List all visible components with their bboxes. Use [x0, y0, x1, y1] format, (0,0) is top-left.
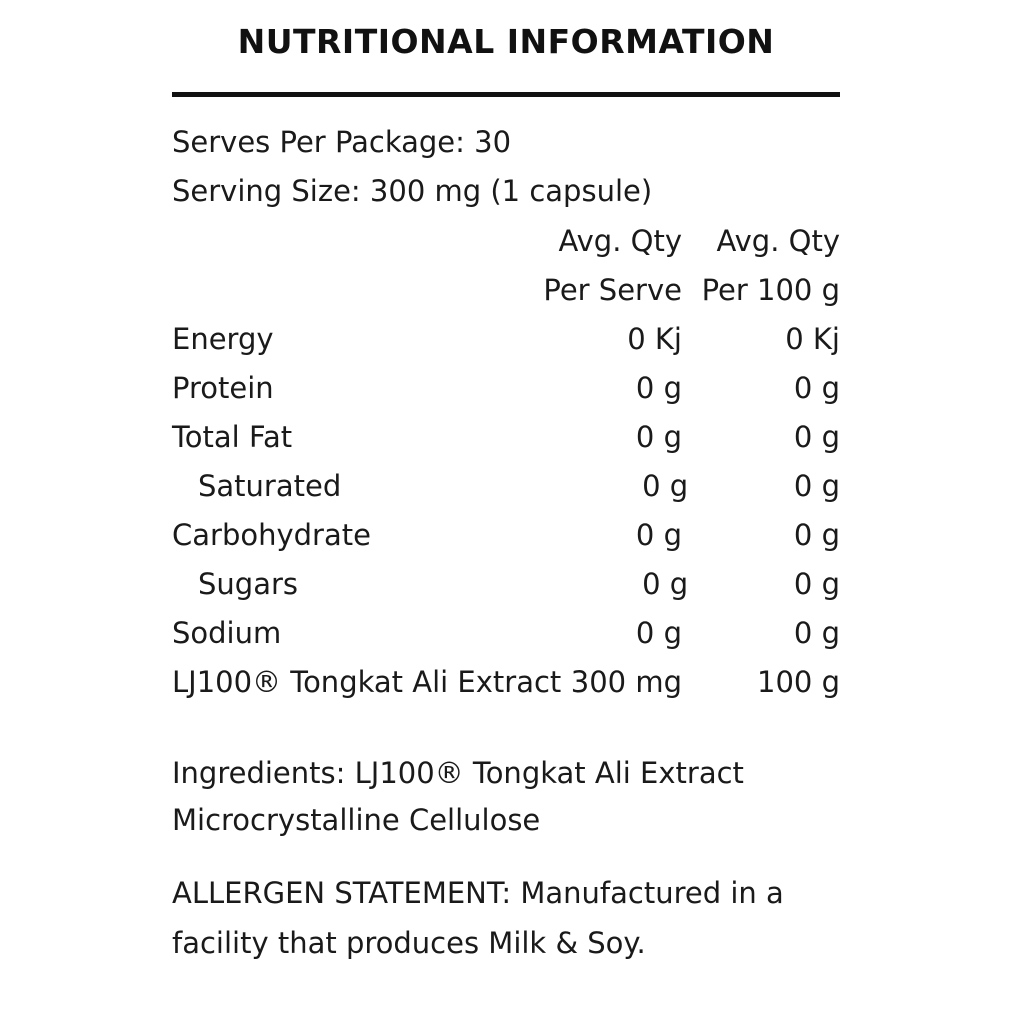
- row-label: Sugars: [198, 567, 298, 601]
- row-label: Protein: [172, 371, 274, 405]
- row-per-100g: 0 g: [793, 371, 840, 405]
- table-header-col2-line2: Per 100 g: [701, 273, 840, 307]
- ingredients-block: [172, 750, 872, 844]
- table-row: [172, 322, 840, 371]
- table-row: [172, 420, 840, 469]
- serves-per-package: Serves Per Package: 30: [172, 125, 512, 159]
- row-per-100g: 0 g: [793, 616, 840, 650]
- row-per-serve: 0 g: [635, 616, 682, 650]
- row-per-100g: 0 g: [793, 518, 840, 552]
- serving-size: Serving Size: 300 mg (1 capsule): [172, 174, 653, 208]
- table-header-row-2: [172, 273, 840, 322]
- table-row: [172, 469, 840, 518]
- row-label: LJ100® Tongkat Ali Extract: [172, 665, 562, 699]
- row-per-100g: 0 Kj: [785, 322, 840, 356]
- page-title: NUTRITIONAL INFORMATION: [237, 22, 775, 61]
- row-label: Total Fat: [172, 420, 293, 454]
- ingredients-line-1: Ingredients: LJ100® Tongkat Ali Extract: [172, 756, 744, 790]
- table-row: [172, 567, 840, 616]
- allergen-line-1: ALLERGEN STATEMENT: Manufactured in a: [172, 876, 784, 910]
- title-divider: [172, 92, 840, 97]
- row-per-100g: 100 g: [757, 665, 840, 699]
- table-row: [172, 665, 840, 714]
- row-per-serve: 300 mg: [570, 665, 682, 699]
- table-header-col2-line1: Avg. Qty: [716, 224, 840, 258]
- allergen-line-2: facility that produces Milk & Soy.: [172, 926, 646, 960]
- row-per-100g: 0 g: [793, 567, 840, 601]
- row-per-serve: 0 Kj: [627, 322, 682, 356]
- row-per-serve: 0 g: [635, 420, 682, 454]
- table-row: [172, 616, 840, 665]
- row-label: Carbohydrate: [172, 518, 371, 552]
- row-per-100g: 0 g: [793, 420, 840, 454]
- row-per-serve: 0 g: [642, 567, 689, 601]
- row-per-serve: 0 g: [635, 371, 682, 405]
- table-header-row-1: [172, 224, 840, 273]
- row-label: Saturated: [198, 469, 342, 503]
- table-row: [172, 518, 840, 567]
- table-header-col1-line2: Per Serve: [543, 273, 682, 307]
- row-label: Sodium: [172, 616, 282, 650]
- row-label: Energy: [172, 322, 274, 356]
- nutrition-table: [172, 224, 840, 714]
- row-per-serve: 0 g: [635, 518, 682, 552]
- table-row: [172, 371, 840, 420]
- allergen-statement: [172, 868, 832, 968]
- row-per-serve: 0 g: [642, 469, 689, 503]
- ingredients-line-2: Microcrystalline Cellulose: [172, 803, 541, 837]
- row-per-100g: 0 g: [793, 469, 840, 503]
- table-header-col1-line1: Avg. Qty: [558, 224, 682, 258]
